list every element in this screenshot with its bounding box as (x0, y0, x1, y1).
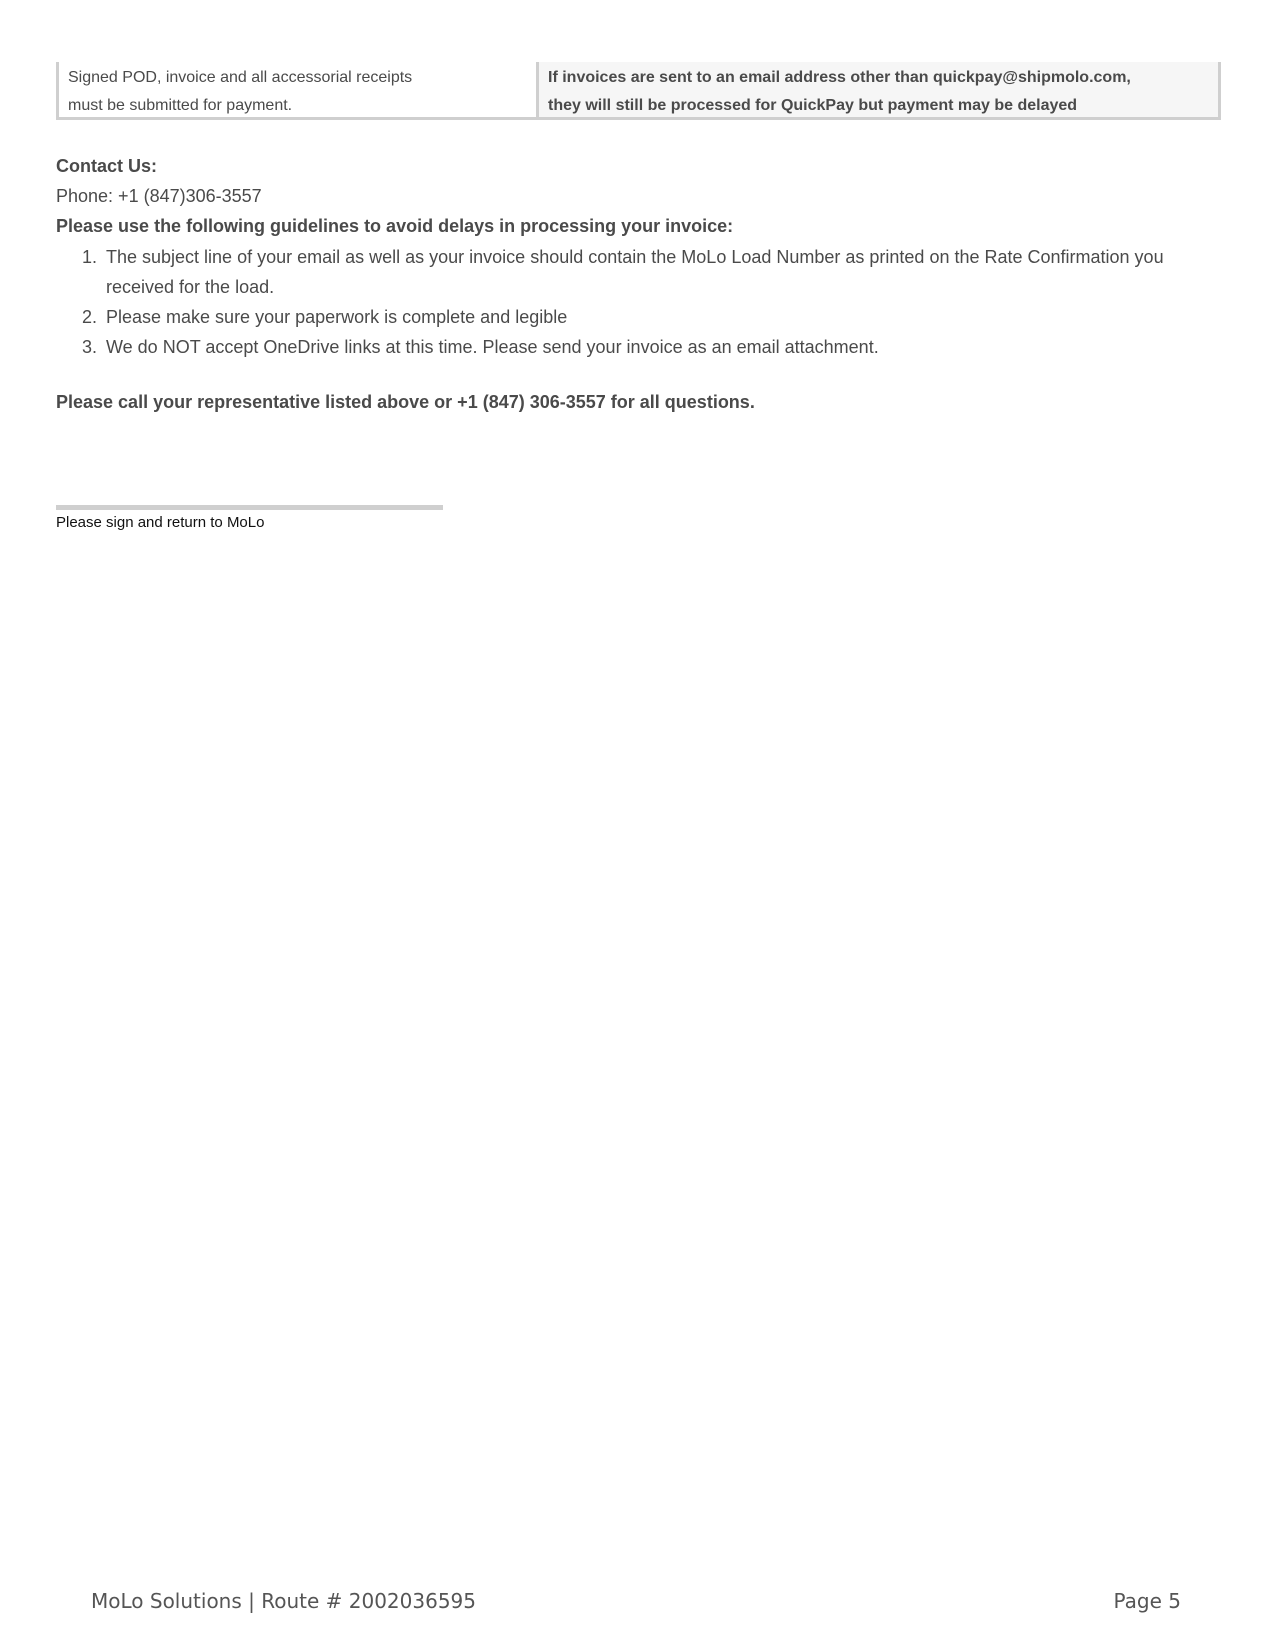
guidelines-list (56, 242, 1221, 362)
guideline-text-line: The subject line of your email as well as your invoice should contain the MoLo Load Number as printed on the Rate Confirmation you (106, 247, 1164, 267)
footer-page-number: Page 5 (1113, 1589, 1181, 1613)
guideline-text-line: Please make sure your paperwork is complete and legible (106, 307, 568, 327)
contact-phone: Phone: +1 (847)306-3557 (56, 186, 262, 206)
signature-caption: Please sign and return to MoLo (56, 514, 265, 531)
payment-requirements-line: Signed POD, invoice and all accessorial receipts (68, 69, 413, 86)
signature-line (56, 505, 443, 510)
guideline-item (56, 302, 1221, 332)
guidelines-heading: Please use the following guidelines to avoid delays in processing your invoice: (56, 216, 734, 236)
contact-heading: Contact Us: (56, 156, 158, 176)
guideline-item (56, 242, 1221, 302)
guideline-text-line: We do NOT accept OneDrive links at this time. Please send your invoice as an email attachment. (106, 337, 879, 357)
payment-terms-table (56, 62, 1221, 120)
quickpay-notice-line: If invoices are sent to an email address other than quickpay@shipmolo.com, (548, 69, 1131, 86)
guideline-number: 1. (82, 247, 98, 267)
footer-route: MoLo Solutions | Route # 2002036595 (91, 1589, 476, 1613)
payment-requirements-line: must be submitted for payment. (68, 97, 293, 114)
guideline-number: 3. (82, 337, 98, 357)
guideline-text-line: received for the load. (106, 277, 275, 297)
questions-note: Please call your representative listed above or +1 (847) 306-3557 for all questions. (56, 392, 755, 412)
quickpay-notice-line: they will still be processed for QuickPay but payment may be delayed (548, 97, 1078, 114)
payment-requirements-cell (59, 62, 539, 117)
guideline-item (56, 332, 1221, 362)
guideline-number: 2. (82, 307, 98, 327)
quickpay-notice-cell (539, 62, 1218, 117)
